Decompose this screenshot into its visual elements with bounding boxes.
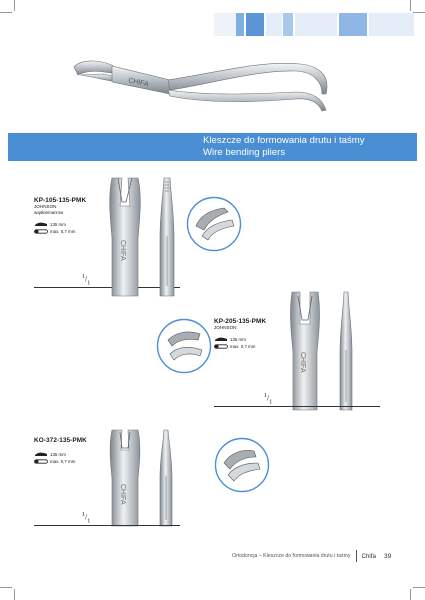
length-spec <box>214 336 266 343</box>
pliers-front-image <box>286 290 324 415</box>
quantity-label: $^1/_1$ <box>82 274 91 287</box>
footer-separator <box>356 550 357 562</box>
product-code: KP-105-135-PMK <box>34 197 87 204</box>
crop-mark <box>0 12 12 13</box>
detail-closeup-circle <box>214 437 270 493</box>
wire-value: max. 0,7 mm <box>50 229 76 234</box>
product-subtitle: JOHNSON <box>34 204 57 209</box>
crop-mark <box>410 589 411 600</box>
crop-mark <box>410 0 411 11</box>
crop-mark <box>0 587 12 588</box>
quantity-label: $^1/_1$ <box>264 393 273 406</box>
wire-value: max. 0,7 mm <box>230 344 256 349</box>
product-text-kp205 <box>214 318 266 350</box>
hero-pliers-image <box>60 50 380 135</box>
wire-icon <box>214 344 228 349</box>
length-spec <box>34 451 87 458</box>
product-subtitle: JOHNSON <box>214 325 237 330</box>
wire-icon <box>34 229 48 234</box>
wire-spec <box>214 343 266 350</box>
crop-mark <box>14 0 15 11</box>
pliers-side-image <box>156 428 176 528</box>
section-title-en: Wire bending pliers <box>203 147 286 158</box>
detail-closeup-circle <box>186 196 242 252</box>
product-text-kp105 <box>34 197 86 235</box>
pliers-side-image <box>156 176 178 301</box>
pliers-engraving: CHIFA <box>119 240 126 261</box>
length-value: 135 mm <box>50 452 66 457</box>
crop-mark <box>413 12 425 13</box>
product-text-ko372 <box>34 437 87 465</box>
crop-mark <box>413 587 425 588</box>
wire-icon <box>34 459 48 464</box>
hero-engraving: CHIFA <box>127 77 150 89</box>
pliers-front-image <box>104 176 146 301</box>
length-icon <box>34 222 48 227</box>
pliers-engraving: CHIFA <box>299 352 306 373</box>
pliers-side-image <box>336 290 356 415</box>
quantity-label: $^1/_1$ <box>82 512 91 525</box>
length-icon <box>214 337 228 342</box>
length-spec <box>34 221 86 228</box>
divider-line <box>214 406 380 407</box>
footer-section-text: Ortodoncja – Kleszcze do formowania drutu i taśmy <box>232 553 351 559</box>
footer-brand: Chifa <box>361 552 376 560</box>
page-footer <box>232 551 391 561</box>
detail-closeup-circle <box>156 318 212 374</box>
divider-line <box>34 525 180 526</box>
wire-spec <box>34 458 87 465</box>
section-title-pl: Kleszcze do formowania drutu i taśmy <box>203 135 365 146</box>
length-value: 135 mm <box>230 337 246 342</box>
product-code: KO-372-135-PMK <box>34 437 87 444</box>
length-icon <box>34 452 48 457</box>
page-number: 39 <box>383 552 392 560</box>
wire-spec <box>34 228 86 235</box>
crop-mark <box>14 589 15 600</box>
length-value: 135 mm <box>50 222 66 227</box>
product-code: KP-205-135-PMK <box>214 318 267 325</box>
pliers-front-image <box>104 428 146 528</box>
pliers-engraving: CHIFA <box>119 484 126 505</box>
wire-value: max. 0,7 mm <box>50 459 76 464</box>
section-title <box>203 135 415 159</box>
product-subtitle: wąskie/narrow <box>34 210 64 215</box>
